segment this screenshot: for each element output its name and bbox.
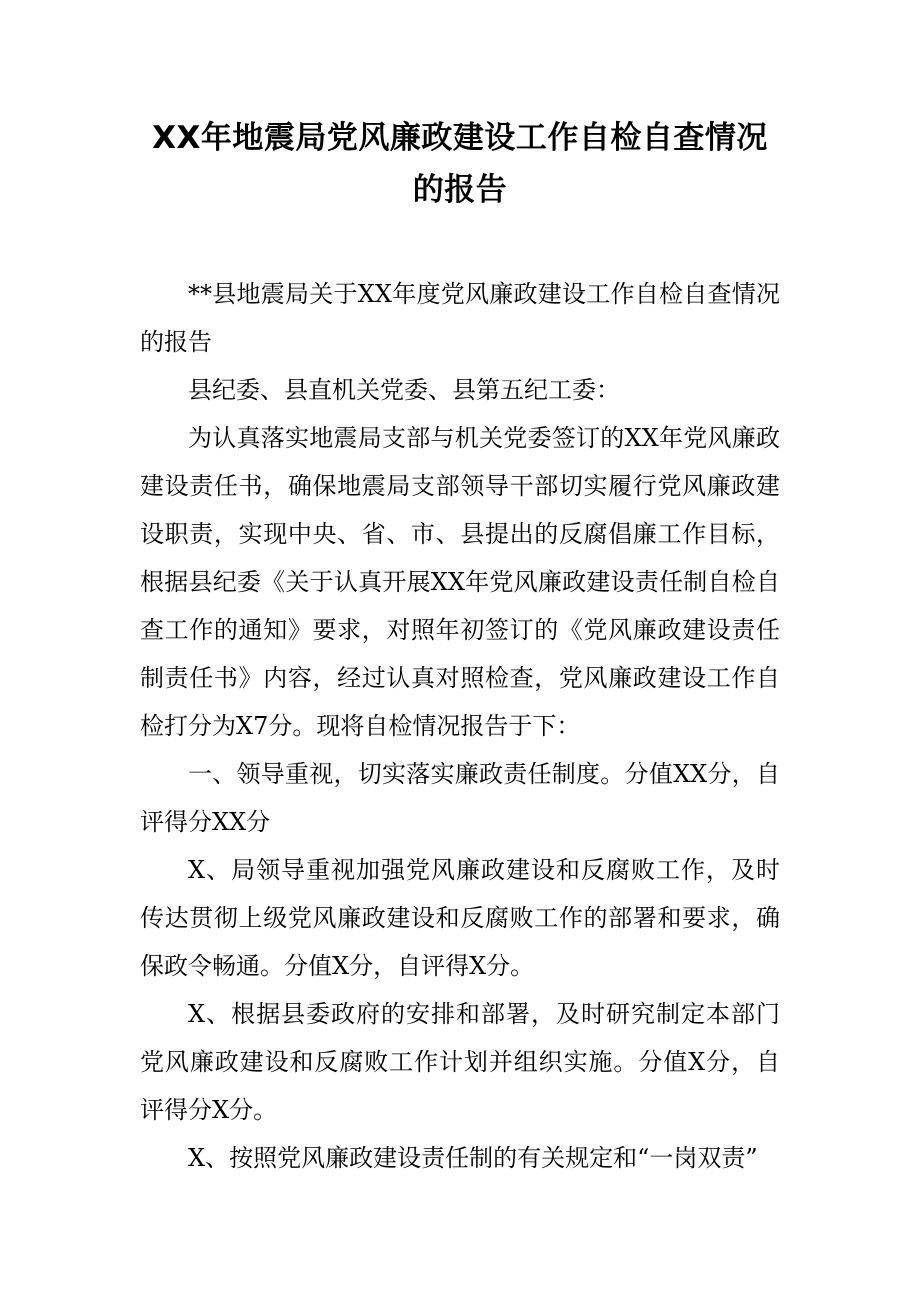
document-body [140,270,780,1182]
paragraph-item-1: X、局领导重视加强党风廉政建设和反腐败工作，及时传达贯彻上级党风廉政建设和反腐败工作的部署和要求，确保政令畅通。分值X分，自评得X分。 [140,856,780,980]
paragraph-item-3: X、按照党风廉政建设责任制的有关规定和“一岗双责” [188,1144,758,1172]
paragraph-report-heading: **县地震局关于XX年度党风廉政建设工作自检自查情况的报告 [140,280,780,356]
paragraph-introduction: 为认真落实地震局支部与机关党委签订的XX年党风廉政建设责任书，确保地震局支部领导干部切实履行党风廉政建设职责，实现中央、省、市、县提出的反腐倡廉工作目标，根据县纪委《关于认真开展XX年党风廉政建设责任制自检自查工作的通知》要求，对照年初签订的《党风廉政建设责任制责任书》内容，经过认真对照检查，党风廉政建设工作自检打分为X7分。现将自检情况报告于下： [140,424,780,740]
paragraph-item-2: X、根据县委政府的安排和部署，及时研究制定本部门党风廉政建设和反腐败工作计划并组织实施。分值X分，自评得分X分。 [140,1000,780,1124]
document-title: XX年地震局党风廉政建设工作自检自查情况的报告 [152,120,768,208]
paragraph-addressee: 县纪委、县直机关党委、县第五纪工委： [188,376,620,404]
paragraph-section-one: 一、领导重视，切实落实廉政责任制度。分值XX分，自评得分XX分 [140,760,780,836]
